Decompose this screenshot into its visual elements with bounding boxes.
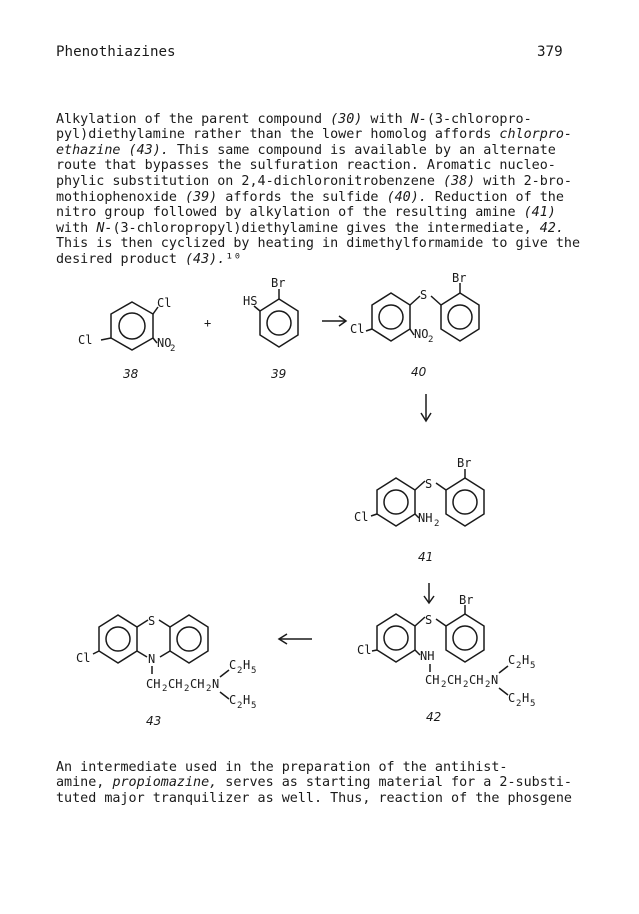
compound-number: 41 (418, 550, 434, 564)
para1-seg: N- (96, 220, 113, 236)
subscript: 2 (237, 701, 243, 711)
atom-s: S (420, 288, 428, 302)
ethyl-h: H (243, 658, 251, 672)
atom-nh: NH (420, 649, 435, 663)
atom-n: N (212, 677, 220, 691)
para1-seg: N- (410, 111, 427, 127)
para1-seg: with 2-bro- mothiophenoxide (56, 173, 572, 205)
subscript: 2 (206, 684, 212, 694)
atom-n: N (491, 673, 499, 687)
ethyl-c: C (229, 658, 237, 672)
footnote-ref: ¹⁰ (225, 251, 242, 267)
chain-ch2: CH (168, 677, 183, 691)
subscript: 2 (434, 519, 440, 529)
subscript: 5 (251, 701, 257, 711)
compound-number: 40 (411, 365, 427, 379)
para1-seg: (3-chloropropyl)diethylamine gives the intermediate, (112, 220, 540, 236)
subscript: 2 (485, 680, 491, 690)
atom-s: S (425, 477, 433, 491)
compound-number: 42 (426, 710, 442, 724)
ethyl-c: C (229, 693, 237, 707)
para2-seg: An intermediate used in the preparation of the antihist- amine, (56, 759, 508, 791)
compound-42-structure (357, 593, 535, 724)
plus-sign: + (204, 316, 212, 330)
subscript: 2 (237, 666, 243, 676)
para1-seg: (3-chloropro- pyl)diethylamine rather than the lower homolog affords (56, 111, 532, 143)
compound-number: 43 (146, 714, 162, 728)
chain-ch2: CH (146, 677, 161, 691)
subscript: 5 (251, 666, 257, 676)
atom-cl: Cl (350, 322, 365, 336)
atom-nh2: NH (418, 511, 433, 525)
para1-seg: affords the sulfide (217, 189, 387, 205)
para1-seg: (30) (330, 111, 363, 127)
para1-seg: Alkylation of the parent compound (56, 111, 331, 127)
atom-br: Br (452, 271, 467, 285)
subscript: 2 (184, 684, 190, 694)
para1-seg: (41) (523, 205, 556, 221)
chain-ch2: CH (469, 673, 484, 687)
para1-seg: (40). (386, 189, 427, 205)
atom-s: S (148, 614, 156, 628)
para1-seg: 42. (539, 220, 564, 236)
subscript: 2 (441, 680, 447, 690)
subscript: 2 (463, 680, 469, 690)
para1-seg: Reduction of the nitro group followed by alkylation of the resulting amine (56, 189, 564, 221)
subscript: 2 (162, 684, 168, 694)
atom-hs: HS (243, 294, 258, 308)
ethyl-c: C (508, 691, 516, 705)
para1-seg: This is then cyclized by heating in dimethylformamide to give the desired product (56, 236, 581, 267)
compound-40-structure (350, 271, 479, 379)
subscript: 2 (170, 344, 176, 354)
ethyl-h: H (243, 693, 251, 707)
para1-seg: (38) (442, 173, 476, 189)
atom-s: S (425, 613, 433, 627)
para1-seg: with (56, 220, 89, 236)
ethyl-c: C (508, 653, 516, 667)
subscript: 5 (530, 661, 536, 671)
atom-cl: Cl (357, 643, 372, 657)
subscript: 2 (516, 699, 522, 709)
para2-seg: propiomazine, (112, 775, 218, 791)
ethyl-h: H (522, 653, 530, 667)
atom-br: Br (271, 276, 286, 290)
para1-seg: (43). (185, 251, 226, 267)
compound-38-structure (78, 296, 175, 381)
compound-43-structure (76, 614, 256, 728)
compound-41-structure (354, 456, 484, 564)
chain-ch2: CH (425, 673, 440, 687)
compound-number: 38 (123, 367, 139, 381)
chain-ch2: CH (190, 677, 205, 691)
atom-cl: Cl (76, 651, 91, 665)
atom-no2: NO (414, 327, 429, 341)
atom-cl: Cl (78, 333, 93, 347)
subscript: 2 (428, 335, 434, 345)
running-title: Phenothiazines (56, 44, 176, 60)
atom-br: Br (457, 456, 472, 470)
atom-br: Br (459, 593, 474, 607)
compound-39-structure (243, 276, 298, 381)
compound-number: 39 (271, 367, 287, 381)
atom-cl: Cl (354, 510, 369, 524)
chain-ch2: CH (447, 673, 462, 687)
atom-cl: Cl (157, 296, 172, 310)
ethyl-h: H (522, 691, 530, 705)
page-number: 379 (537, 44, 563, 60)
para1-seg: with (362, 111, 411, 127)
atom-n: N (148, 652, 156, 666)
para1-seg: chlorpro- ethazine (43). (56, 127, 572, 158)
para1-seg: (39) (185, 189, 218, 205)
para2-seg: serves as starting material for a 2-substi- tuted major tranquilizer as well. Thus, reaction of the phosgene (56, 775, 572, 806)
paragraph-propiomazine (56, 744, 586, 806)
subscript: 5 (530, 699, 536, 709)
atom-no2: NO (157, 336, 172, 350)
para1-seg: This same compound is available by an alternate route that bypasses the sulfuration reaction. Aromatic nucleo- phylic substitution on 2,4-dichloronitrobenzene (56, 142, 556, 189)
subscript: 2 (516, 661, 522, 671)
